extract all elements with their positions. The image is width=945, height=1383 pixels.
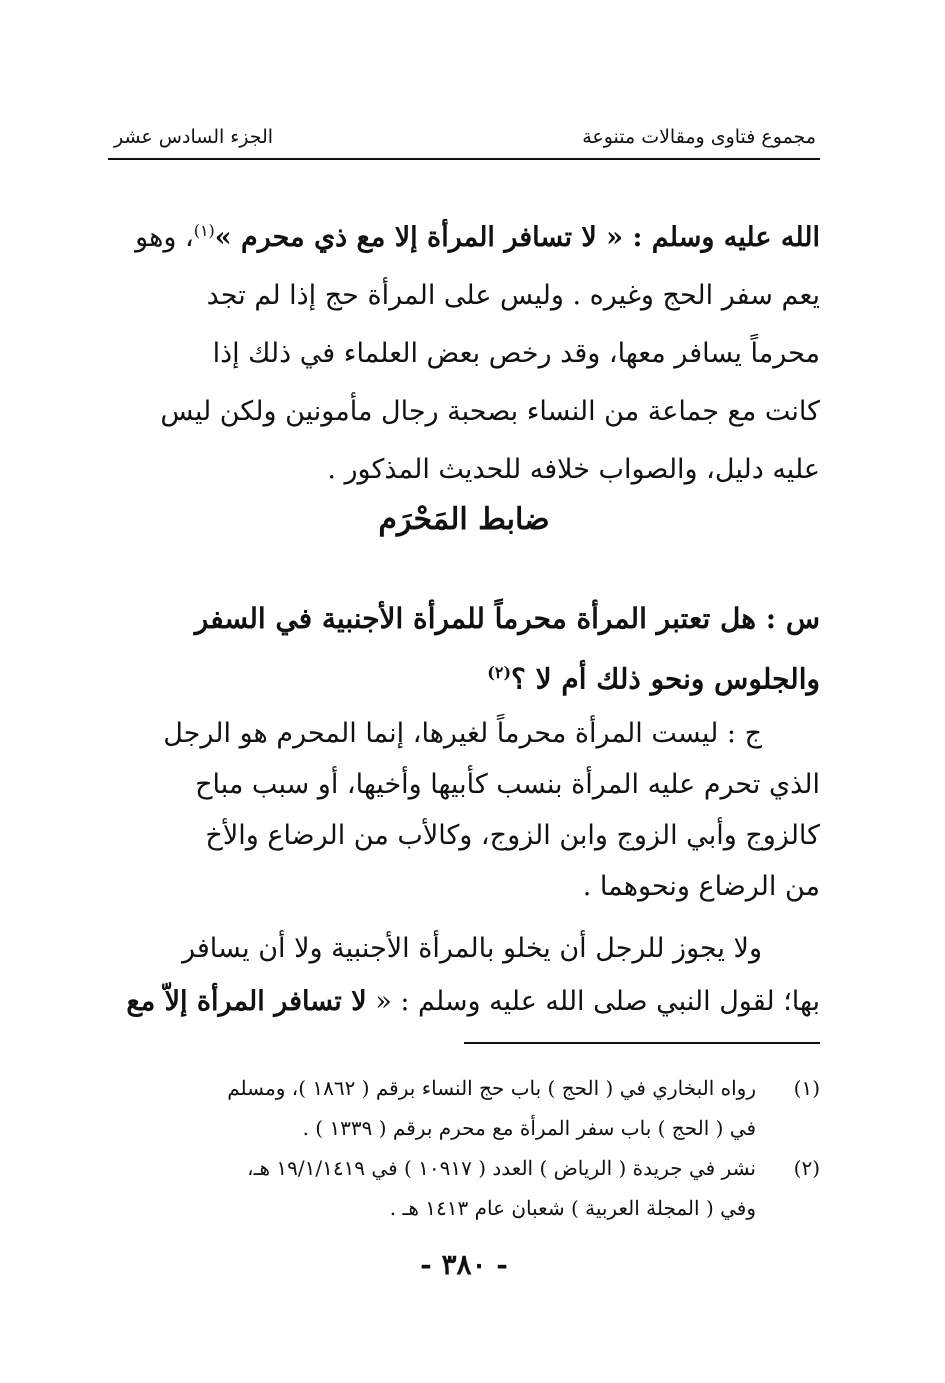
answer-line: كالزوج وأبي الزوج وابن الزوج، وكالأب من الرضاع والأخ [205, 820, 820, 851]
text-line: ولا يجوز للرجل أن يخلو بالمرأة الأجنبية ولا أن يسافر [182, 933, 762, 964]
text-fragment: بها؛ لقول النبي صلى الله عليه وسلم : « [375, 986, 820, 1017]
footnote-line: في ( الحج ) باب سفر المرأة مع محرم برقم ( ١٣٣٩ ) . [302, 1116, 756, 1140]
opening-paragraph [108, 202, 820, 499]
hadith-quote: لا تسافر المرأة إلاّ مع [126, 986, 367, 1017]
page-number: - ٣٨٠ - [420, 1248, 508, 1281]
text-line [108, 202, 820, 267]
answer-line: الذي تحرم عليه المرأة بنسب كأبيها وأخيها، أو سبب مباح [195, 769, 820, 800]
question-text: والجلوس ونحو ذلك أم لا ؟ [511, 662, 820, 696]
footnote-marker: (١) [193, 221, 215, 240]
footnote-item [108, 1148, 820, 1228]
text-line: عليه دليل، والصواب خلافه للحديث المذكور . [327, 454, 820, 485]
text-line [108, 975, 820, 1028]
footnote-divider [464, 1042, 820, 1044]
question-line: س : هل تعتبر المرأة محرماً للمرأة الأجنبية في السفر [194, 602, 820, 635]
section-heading: ضابط المَحْرَم [378, 502, 550, 537]
hadith-quote: الله عليه وسلم : « لا تسافر المرأة إلا مع ذي محرم » [214, 222, 820, 253]
footnote-line: نشر في جريدة ( الرياض ) العدد ( ١٠٩١٧ ) في ١٩/١/١٤١٩ هـ، [247, 1156, 756, 1180]
question-line [166, 646, 820, 706]
text-line: كانت مع جماعة من النساء بصحبة رجال مأمونين ولكن ليس [160, 396, 820, 427]
text-line: يعم سفر الحج وغيره . وليس على المرأة حج إذا لم تجد [206, 280, 820, 311]
footnote-item [108, 1068, 820, 1148]
answer-block [108, 708, 820, 912]
footnote-line: وفي ( المجلة العربية ) شعبان عام ١٤١٣ هـ . [389, 1196, 756, 1220]
closing-paragraph [108, 922, 820, 1028]
text-fragment: ، وهو [135, 222, 194, 253]
volume-label: الجزء السادس عشر [114, 126, 274, 148]
page-header [108, 124, 820, 160]
question-block [166, 592, 820, 706]
answer-line: ج : ليست المرأة محرماً لغيرها، إنما المحرم هو الرجل [163, 718, 762, 749]
text-line: محرماً يسافر معها، وقد رخص بعض العلماء في ذلك إذا [212, 338, 820, 369]
answer-line: من الرضاع ونحوهما . [582, 871, 820, 902]
footnote-number: (١) [793, 1076, 820, 1100]
footnotes [108, 1068, 820, 1228]
footnote-number: (٢) [793, 1156, 820, 1180]
footnote-line: رواه البخاري في ( الحج ) باب حج النساء برقم ( ١٨٦٢ )، ومسلم [227, 1076, 756, 1100]
footnote-marker: (٢) [487, 663, 512, 682]
book-title: مجموع فتاوى ومقالات متنوعة [582, 126, 816, 148]
book-page [108, 110, 820, 1310]
